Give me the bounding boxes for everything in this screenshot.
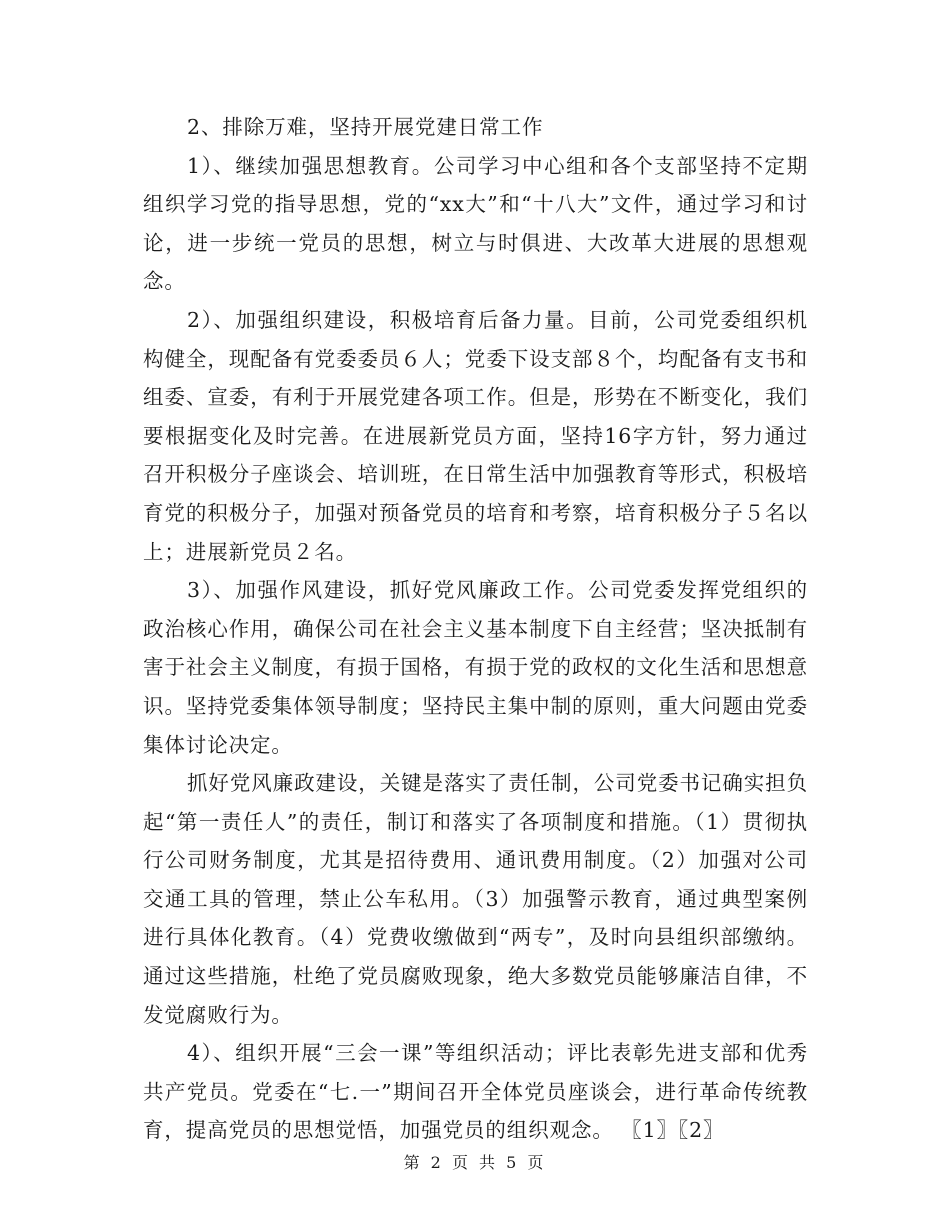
paragraph-ideological-education: 1）、继续加强思想教育。公司学习中心组和各个支部坚持不定期组织学习党的指导思想，党的“xx大”和“十八大”文件，通过学习和讨论，进一步统一党员的思想，树立与时俱进、大改革大进展的思想观念。 — [143, 153, 808, 294]
document-body — [143, 108, 808, 1150]
paragraph-organizational-activities: 4）、组织开展“三会一课”等组织活动；评比表彰先进支部和优秀共产党员。党委在“七.一”期间召开全体党员座谈会，进行革命传统教育，提高党员的思想觉悟，加强党员的组织观念。 〖1〗〖2〗 — [143, 1041, 808, 1143]
page-number-footer: 第 2 页 共 5 页 — [403, 1153, 547, 1172]
section-heading: 2、排除万难，坚持开展党建日常工作 — [187, 115, 544, 139]
paragraph-work-style-building: 3）、加强作风建设，抓好党风廉政工作。公司党委发挥党组织的政治核心作用，确保公司在社会主义基本制度下自主经营；坚决抵制有害于社会主义制度，有损于国格，有损于党的政权的文化生活和思想意识。坚持党委集体领导制度；坚持民主集中制的原则，重大问题由党委集体讨论决定。 — [143, 578, 808, 757]
paragraph-organization-building: 2）、加强组织建设，积极培育后备力量。目前，公司党委组织机构健全，现配备有党委委员６人；党委下设支部８个，均配备有支书和组委、宣委，有利于开展党建各项工作。但是，形势在不断变化，我们要根据变化及时完善。在进展新党员方面，坚持16字方针，努力通过召开积极分子座谈会、培训班，在日常生活中加强教育等形式，积极培育党的积极分子，加强对预备党员的培育和考察，培育积极分子５名以上；进展新党员２名。 — [143, 307, 808, 564]
paragraph-anti-corruption-measures: 抓好党风廉政建设，关键是落实了责任制，公司党委书记确实担负起“第一责任人”的责任，制订和落实了各项制度和措施。（1）贯彻执行公司财务制度，尤其是招待费用、通讯费用制度。（2）加强对公司交通工具的管理，禁止公车私用。（3）加强警示教育，通过典型案例进行具体化教育。（4）党费收缴做到“两专”，及时向县组织部缴纳。通过这些措施，杜绝了党员腐败现象，绝大多数党员能够廉洁自律，不发觉腐败行为。 — [143, 771, 808, 1027]
